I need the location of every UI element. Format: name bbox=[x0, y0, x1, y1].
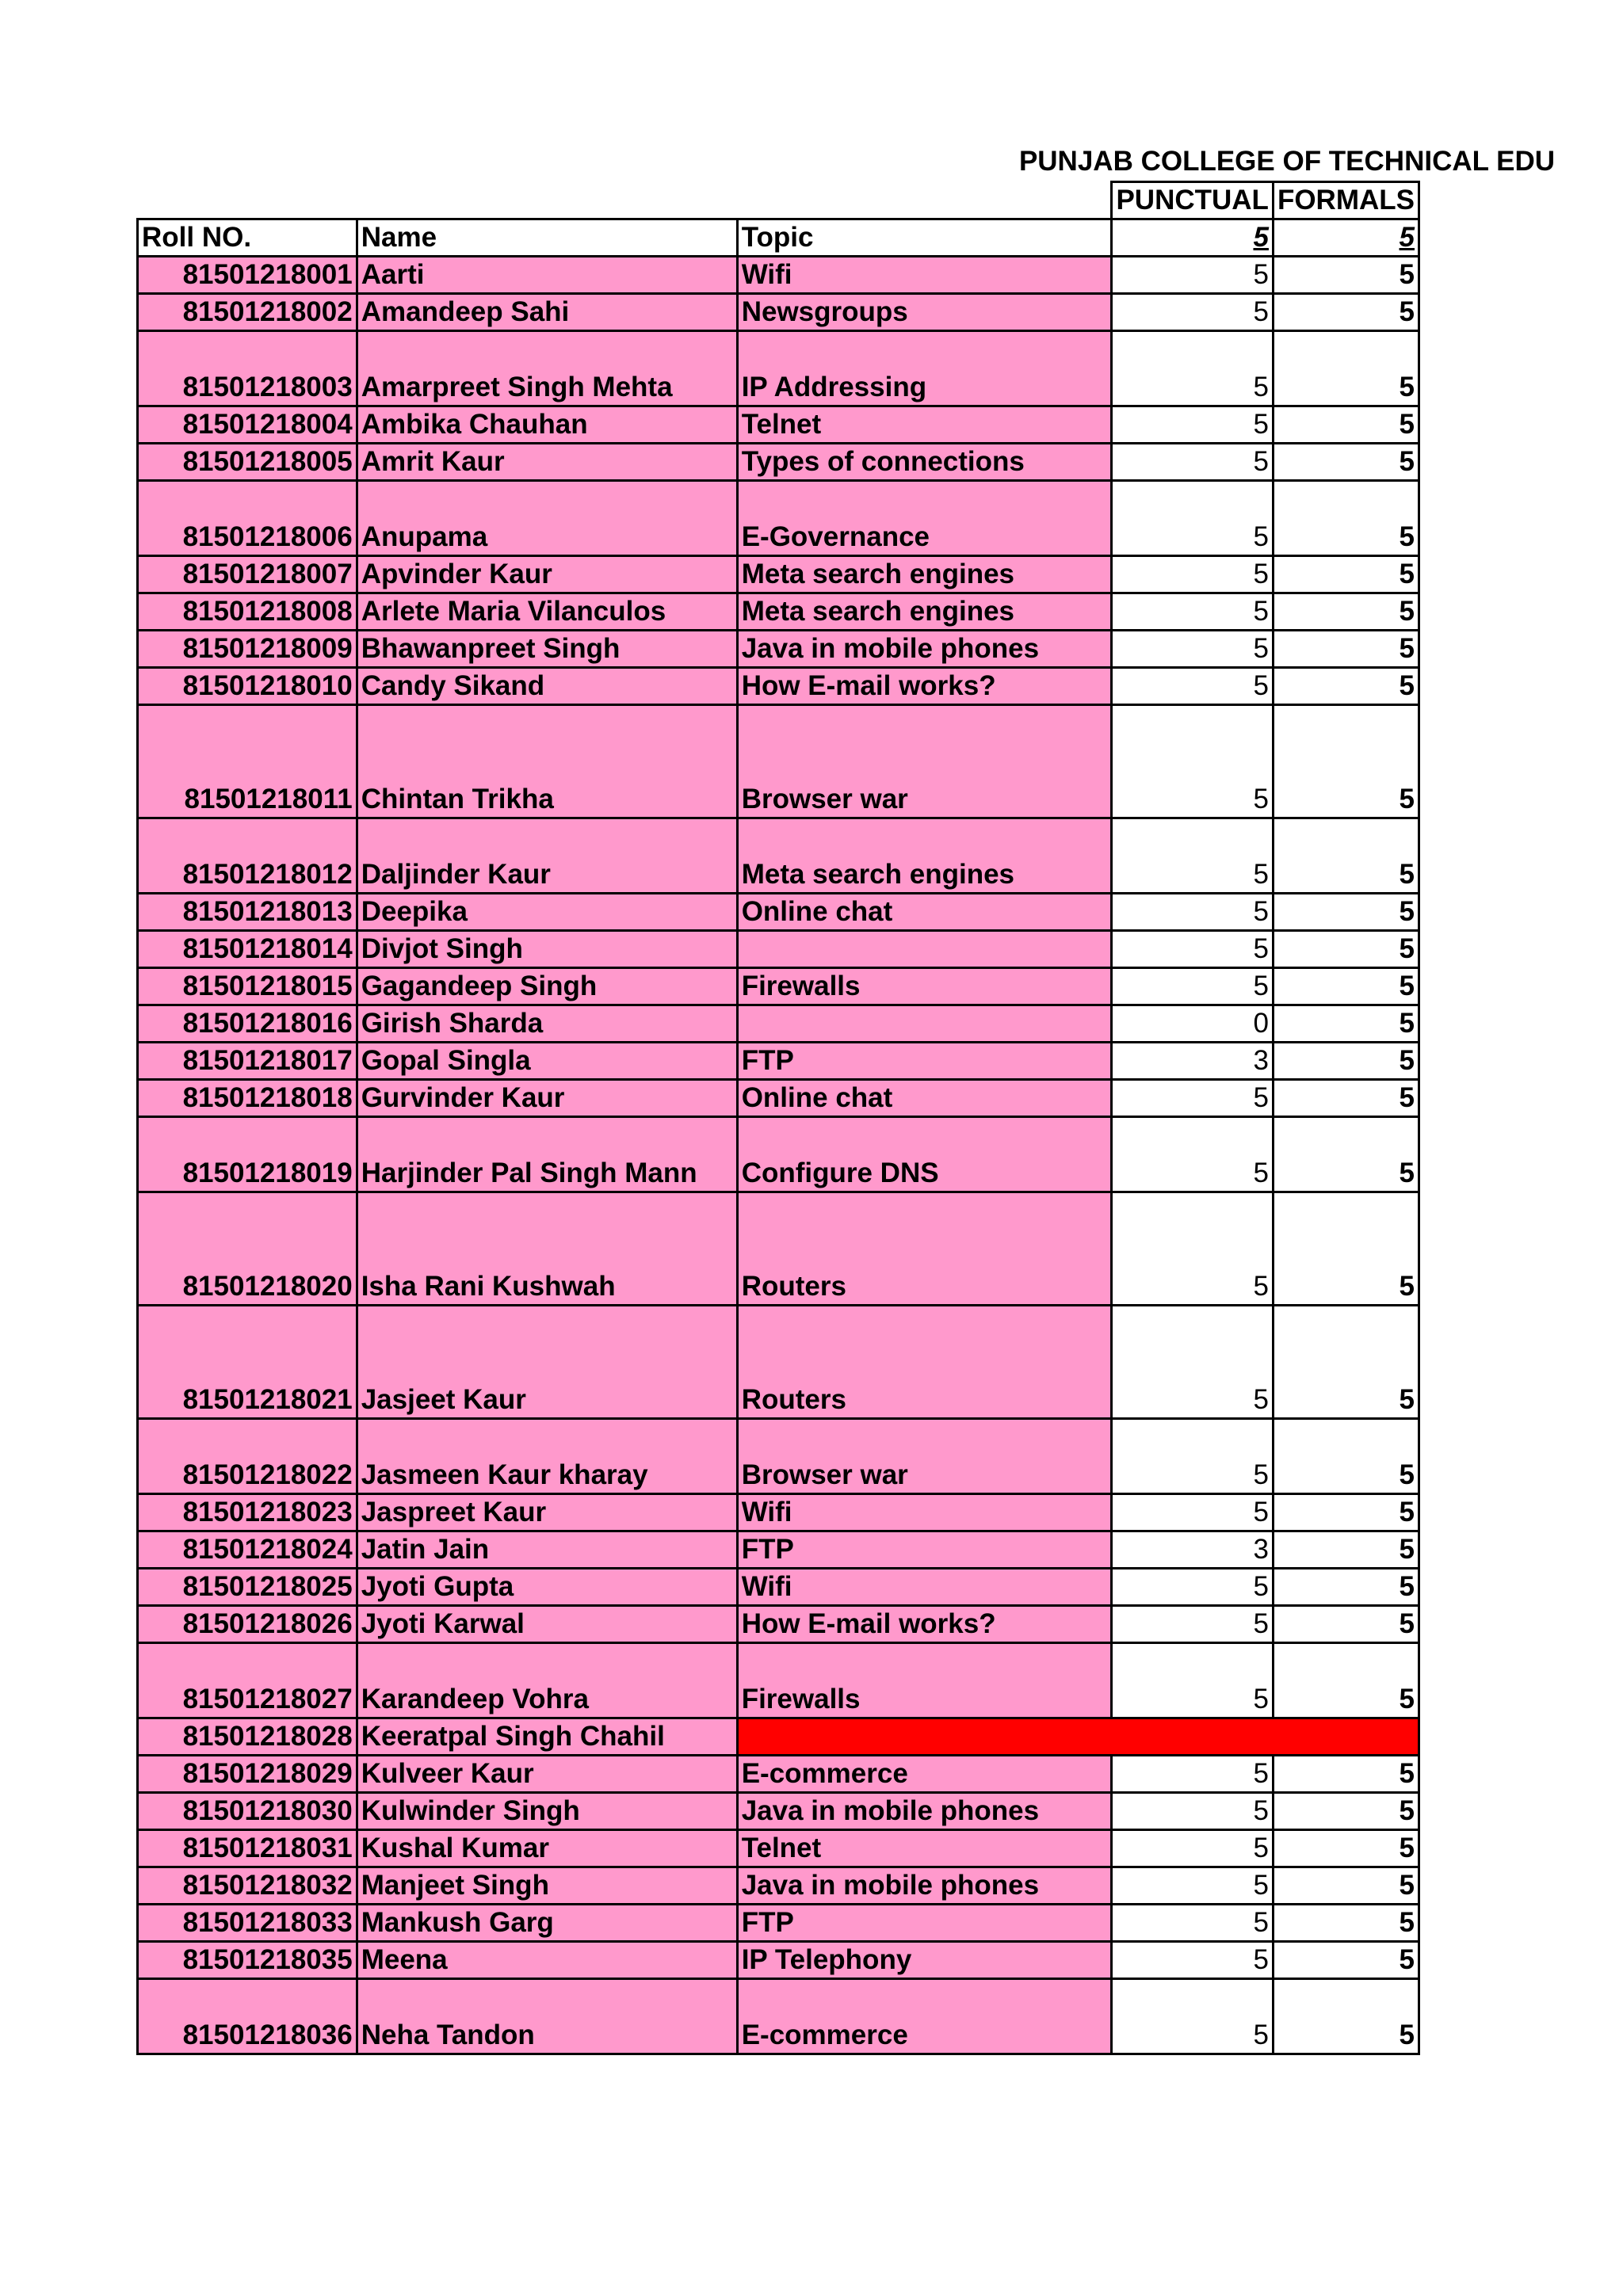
roll-header: Roll NO. bbox=[138, 219, 357, 257]
name-cell: Neha Tandon bbox=[357, 1979, 737, 2054]
punctuality-score-cell: 5 bbox=[1112, 1830, 1273, 1867]
table-row bbox=[138, 1942, 1419, 1979]
formals-header: FORMALS bbox=[1273, 182, 1419, 219]
name-cell: Keeratpal Singh Chahil bbox=[357, 1718, 737, 1756]
roll-cell: 81501218032 bbox=[138, 1867, 357, 1905]
formals-score-cell: 5 bbox=[1273, 1306, 1419, 1419]
roll-cell: 81501218021 bbox=[138, 1306, 357, 1419]
table-row bbox=[138, 668, 1419, 705]
formals-score-cell: 5 bbox=[1273, 705, 1419, 818]
punctuality-score-cell: 5 bbox=[1112, 1080, 1273, 1117]
punctuality-score-cell: 5 bbox=[1112, 593, 1273, 631]
punctuality-score-cell: 5 bbox=[1112, 1643, 1273, 1718]
topic-cell: FTP bbox=[737, 1905, 1112, 1942]
name-cell: Jaspreet Kaur bbox=[357, 1494, 737, 1531]
punctuality-max: 5 bbox=[1112, 219, 1273, 257]
topic-cell bbox=[737, 1005, 1112, 1043]
name-cell: Jatin Jain bbox=[357, 1531, 737, 1569]
roll-cell: 81501218035 bbox=[138, 1942, 357, 1979]
formals-score-cell: 5 bbox=[1273, 1569, 1419, 1606]
column-header-row bbox=[138, 219, 1419, 257]
roll-cell: 81501218012 bbox=[138, 818, 357, 894]
formals-score-cell: 5 bbox=[1273, 1043, 1419, 1080]
punctuality-score-cell: 5 bbox=[1112, 818, 1273, 894]
punctuality-score-cell: 5 bbox=[1112, 444, 1273, 481]
table-row bbox=[138, 444, 1419, 481]
table-row bbox=[138, 294, 1419, 331]
formals-score-cell: 5 bbox=[1273, 894, 1419, 931]
table-row bbox=[138, 1867, 1419, 1905]
punctuality-score-cell: 5 bbox=[1112, 1494, 1273, 1531]
formals-score-cell: 5 bbox=[1273, 1905, 1419, 1942]
roll-cell: 81501218007 bbox=[138, 556, 357, 593]
roll-cell: 81501218018 bbox=[138, 1080, 357, 1117]
punctuality-score-cell: 5 bbox=[1112, 668, 1273, 705]
formals-score-cell: 5 bbox=[1273, 1419, 1419, 1494]
name-cell: Daljinder Kaur bbox=[357, 818, 737, 894]
formals-score-cell: 5 bbox=[1273, 668, 1419, 705]
roll-cell: 81501218020 bbox=[138, 1192, 357, 1306]
missing-entry-cell bbox=[737, 1718, 1419, 1756]
name-header: Name bbox=[357, 219, 737, 257]
punctuality-score-cell: 5 bbox=[1112, 1793, 1273, 1830]
punctuality-score-cell: 5 bbox=[1112, 1756, 1273, 1793]
name-cell: Amrit Kaur bbox=[357, 444, 737, 481]
topic-cell: E-Governance bbox=[737, 481, 1112, 556]
punctuality-score-cell: 3 bbox=[1112, 1043, 1273, 1080]
student-table bbox=[136, 181, 1420, 2055]
topic-cell: Routers bbox=[737, 1306, 1112, 1419]
formals-score-cell: 5 bbox=[1273, 1643, 1419, 1718]
formals-score-cell: 5 bbox=[1273, 1606, 1419, 1643]
topic-cell: FTP bbox=[737, 1043, 1112, 1080]
roll-cell: 81501218030 bbox=[138, 1793, 357, 1830]
topic-cell: Configure DNS bbox=[737, 1117, 1112, 1192]
name-cell: Bhawanpreet Singh bbox=[357, 631, 737, 668]
table-row bbox=[138, 818, 1419, 894]
name-cell: Jasmeen Kaur kharay bbox=[357, 1419, 737, 1494]
formals-score-cell: 5 bbox=[1273, 257, 1419, 294]
name-cell: Gurvinder Kaur bbox=[357, 1080, 737, 1117]
table-row bbox=[138, 1080, 1419, 1117]
topic-cell: Telnet bbox=[737, 406, 1112, 444]
name-cell: Jyoti Gupta bbox=[357, 1569, 737, 1606]
punctuality-score-cell: 5 bbox=[1112, 1942, 1273, 1979]
topic-header: Topic bbox=[737, 219, 1112, 257]
table-row bbox=[138, 1643, 1419, 1718]
name-cell: Harjinder Pal Singh Mann bbox=[357, 1117, 737, 1192]
topic-cell bbox=[737, 931, 1112, 968]
name-cell: Deepika bbox=[357, 894, 737, 931]
table-row bbox=[138, 257, 1419, 294]
punctuality-score-cell: 3 bbox=[1112, 1531, 1273, 1569]
name-cell: Girish Sharda bbox=[357, 1005, 737, 1043]
roll-cell: 81501218008 bbox=[138, 593, 357, 631]
name-cell: Amandeep Sahi bbox=[357, 294, 737, 331]
topic-cell: Newsgroups bbox=[737, 294, 1112, 331]
punctuality-score-cell: 5 bbox=[1112, 1192, 1273, 1306]
roll-cell: 81501218003 bbox=[138, 331, 357, 406]
name-cell: Kulwinder Singh bbox=[357, 1793, 737, 1830]
table-row bbox=[138, 705, 1419, 818]
punctuality-score-cell: 5 bbox=[1112, 1306, 1273, 1419]
table-row bbox=[138, 1718, 1419, 1756]
roll-cell: 81501218002 bbox=[138, 294, 357, 331]
formals-score-cell: 5 bbox=[1273, 1080, 1419, 1117]
roll-cell: 81501218036 bbox=[138, 1979, 357, 2054]
formals-score-cell: 5 bbox=[1273, 631, 1419, 668]
punctuality-score-cell: 0 bbox=[1112, 1005, 1273, 1043]
punctuality-score-cell: 5 bbox=[1112, 1867, 1273, 1905]
roll-cell: 81501218029 bbox=[138, 1756, 357, 1793]
topic-cell: Meta search engines bbox=[737, 593, 1112, 631]
punctuality-score-cell: 5 bbox=[1112, 406, 1273, 444]
topic-cell: Online chat bbox=[737, 894, 1112, 931]
table-row bbox=[138, 406, 1419, 444]
name-cell: Manjeet Singh bbox=[357, 1867, 737, 1905]
roll-cell: 81501218033 bbox=[138, 1905, 357, 1942]
table-row bbox=[138, 1043, 1419, 1080]
topic-cell: Java in mobile phones bbox=[737, 631, 1112, 668]
table-row bbox=[138, 931, 1419, 968]
formals-score-cell: 5 bbox=[1273, 331, 1419, 406]
punctuality-score-cell: 5 bbox=[1112, 1419, 1273, 1494]
roll-cell: 81501218019 bbox=[138, 1117, 357, 1192]
roll-cell: 81501218009 bbox=[138, 631, 357, 668]
roll-cell: 81501218028 bbox=[138, 1718, 357, 1756]
topic-cell: Browser war bbox=[737, 705, 1112, 818]
roll-cell: 81501218017 bbox=[138, 1043, 357, 1080]
formals-score-cell: 5 bbox=[1273, 1793, 1419, 1830]
topic-cell: Wifi bbox=[737, 1569, 1112, 1606]
criteria-header-row bbox=[138, 182, 1419, 219]
roll-cell: 81501218023 bbox=[138, 1494, 357, 1531]
topic-cell: Java in mobile phones bbox=[737, 1793, 1112, 1830]
roll-cell: 81501218006 bbox=[138, 481, 357, 556]
topic-cell: Browser war bbox=[737, 1419, 1112, 1494]
punctuality-score-cell: 5 bbox=[1112, 257, 1273, 294]
topic-cell: Online chat bbox=[737, 1080, 1112, 1117]
name-cell: Isha Rani Kushwah bbox=[357, 1192, 737, 1306]
table-row bbox=[138, 1419, 1419, 1494]
table-row bbox=[138, 631, 1419, 668]
name-cell: Anupama bbox=[357, 481, 737, 556]
table-row bbox=[138, 481, 1419, 556]
table-row bbox=[138, 1905, 1419, 1942]
table-row bbox=[138, 1606, 1419, 1643]
name-cell: Jasjeet Kaur bbox=[357, 1306, 737, 1419]
roll-cell: 81501218011 bbox=[138, 705, 357, 818]
punctuality-score-cell: 5 bbox=[1112, 1979, 1273, 2054]
roll-cell: 81501218001 bbox=[138, 257, 357, 294]
college-title: PUNJAB COLLEGE OF TECHNICAL EDU bbox=[1018, 146, 1555, 177]
name-cell: Gagandeep Singh bbox=[357, 968, 737, 1005]
name-cell: Ambika Chauhan bbox=[357, 406, 737, 444]
roll-cell: 81501218004 bbox=[138, 406, 357, 444]
roll-cell: 81501218016 bbox=[138, 1005, 357, 1043]
punctuality-score-cell: 5 bbox=[1112, 705, 1273, 818]
roll-cell: 81501218031 bbox=[138, 1830, 357, 1867]
name-cell: Candy Sikand bbox=[357, 668, 737, 705]
table-row bbox=[138, 1117, 1419, 1192]
roll-cell: 81501218014 bbox=[138, 931, 357, 968]
table-row bbox=[138, 331, 1419, 406]
topic-cell: Routers bbox=[737, 1192, 1112, 1306]
topic-cell: FTP bbox=[737, 1531, 1112, 1569]
table-row bbox=[138, 1756, 1419, 1793]
punctuality-score-cell: 5 bbox=[1112, 1905, 1273, 1942]
name-cell: Karandeep Vohra bbox=[357, 1643, 737, 1718]
table-row bbox=[138, 1005, 1419, 1043]
roll-cell: 81501218025 bbox=[138, 1569, 357, 1606]
punctuality-score-cell: 5 bbox=[1112, 481, 1273, 556]
formals-score-cell: 5 bbox=[1273, 556, 1419, 593]
topic-cell: Meta search engines bbox=[737, 556, 1112, 593]
punctuality-score-cell: 5 bbox=[1112, 894, 1273, 931]
name-cell: Mankush Garg bbox=[357, 1905, 737, 1942]
roll-cell: 81501218027 bbox=[138, 1643, 357, 1718]
name-cell: Kulveer Kaur bbox=[357, 1756, 737, 1793]
formals-score-cell: 5 bbox=[1273, 1942, 1419, 1979]
name-cell: Gopal Singla bbox=[357, 1043, 737, 1080]
punctuality-score-cell: 5 bbox=[1112, 1569, 1273, 1606]
name-cell: Meena bbox=[357, 1942, 737, 1979]
punctuality-score-cell: 5 bbox=[1112, 631, 1273, 668]
topic-cell: Java in mobile phones bbox=[737, 1867, 1112, 1905]
table-row bbox=[138, 968, 1419, 1005]
topic-cell: Firewalls bbox=[737, 1643, 1112, 1718]
table-row bbox=[138, 1793, 1419, 1830]
roll-cell: 81501218010 bbox=[138, 668, 357, 705]
formals-score-cell: 5 bbox=[1273, 1192, 1419, 1306]
punctuality-score-cell: 5 bbox=[1112, 294, 1273, 331]
topic-cell: How E-mail works? bbox=[737, 668, 1112, 705]
formals-score-cell: 5 bbox=[1273, 294, 1419, 331]
formals-score-cell: 5 bbox=[1273, 1005, 1419, 1043]
formals-max: 5 bbox=[1273, 219, 1419, 257]
formals-score-cell: 5 bbox=[1273, 1979, 1419, 2054]
topic-cell: IP Telephony bbox=[737, 1942, 1112, 1979]
formals-score-cell: 5 bbox=[1273, 931, 1419, 968]
roll-cell: 81501218005 bbox=[138, 444, 357, 481]
table-row bbox=[138, 1531, 1419, 1569]
punctuality-score-cell: 5 bbox=[1112, 1606, 1273, 1643]
name-cell: Kushal Kumar bbox=[357, 1830, 737, 1867]
formals-score-cell: 5 bbox=[1273, 1830, 1419, 1867]
table-row bbox=[138, 1306, 1419, 1419]
topic-cell: E-commerce bbox=[737, 1979, 1112, 2054]
name-cell: Divjot Singh bbox=[357, 931, 737, 968]
formals-score-cell: 5 bbox=[1273, 818, 1419, 894]
formals-score-cell: 5 bbox=[1273, 1117, 1419, 1192]
roll-cell: 81501218015 bbox=[138, 968, 357, 1005]
name-cell: Arlete Maria Vilanculos bbox=[357, 593, 737, 631]
table-row bbox=[138, 593, 1419, 631]
roll-cell: 81501218026 bbox=[138, 1606, 357, 1643]
topic-cell: Wifi bbox=[737, 1494, 1112, 1531]
formals-score-cell: 5 bbox=[1273, 406, 1419, 444]
formals-score-cell: 5 bbox=[1273, 444, 1419, 481]
topic-cell: Meta search engines bbox=[737, 818, 1112, 894]
topic-cell: E-commerce bbox=[737, 1756, 1112, 1793]
topic-cell: How E-mail works? bbox=[737, 1606, 1112, 1643]
formals-score-cell: 5 bbox=[1273, 968, 1419, 1005]
topic-cell: Firewalls bbox=[737, 968, 1112, 1005]
table-row bbox=[138, 1569, 1419, 1606]
topic-cell: Telnet bbox=[737, 1830, 1112, 1867]
name-cell: Chintan Trikha bbox=[357, 705, 737, 818]
roll-cell: 81501218013 bbox=[138, 894, 357, 931]
name-cell: Amarpreet Singh Mehta bbox=[357, 331, 737, 406]
topic-cell: Wifi bbox=[737, 257, 1112, 294]
topic-cell: Types of connections bbox=[737, 444, 1112, 481]
roll-cell: 81501218022 bbox=[138, 1419, 357, 1494]
name-cell: Aarti bbox=[357, 257, 737, 294]
topic-cell: IP Addressing bbox=[737, 331, 1112, 406]
formals-score-cell: 5 bbox=[1273, 481, 1419, 556]
formals-score-cell: 5 bbox=[1273, 1867, 1419, 1905]
punctuality-score-cell: 5 bbox=[1112, 968, 1273, 1005]
punctuality-score-cell: 5 bbox=[1112, 331, 1273, 406]
table-row bbox=[138, 1494, 1419, 1531]
punctuality-score-cell: 5 bbox=[1112, 556, 1273, 593]
name-cell: Apvinder Kaur bbox=[357, 556, 737, 593]
formals-score-cell: 5 bbox=[1273, 1756, 1419, 1793]
punctuality-score-cell: 5 bbox=[1112, 1117, 1273, 1192]
table-row bbox=[138, 894, 1419, 931]
formals-score-cell: 5 bbox=[1273, 593, 1419, 631]
roll-cell: 81501218024 bbox=[138, 1531, 357, 1569]
table-row bbox=[138, 1979, 1419, 2054]
table-row bbox=[138, 1192, 1419, 1306]
name-cell: Jyoti Karwal bbox=[357, 1606, 737, 1643]
table-row bbox=[138, 1830, 1419, 1867]
punctuality-score-cell: 5 bbox=[1112, 931, 1273, 968]
table-row bbox=[138, 556, 1419, 593]
formals-score-cell: 5 bbox=[1273, 1531, 1419, 1569]
punctuality-header: PUNCTUAL bbox=[1112, 182, 1273, 219]
formals-score-cell: 5 bbox=[1273, 1494, 1419, 1531]
